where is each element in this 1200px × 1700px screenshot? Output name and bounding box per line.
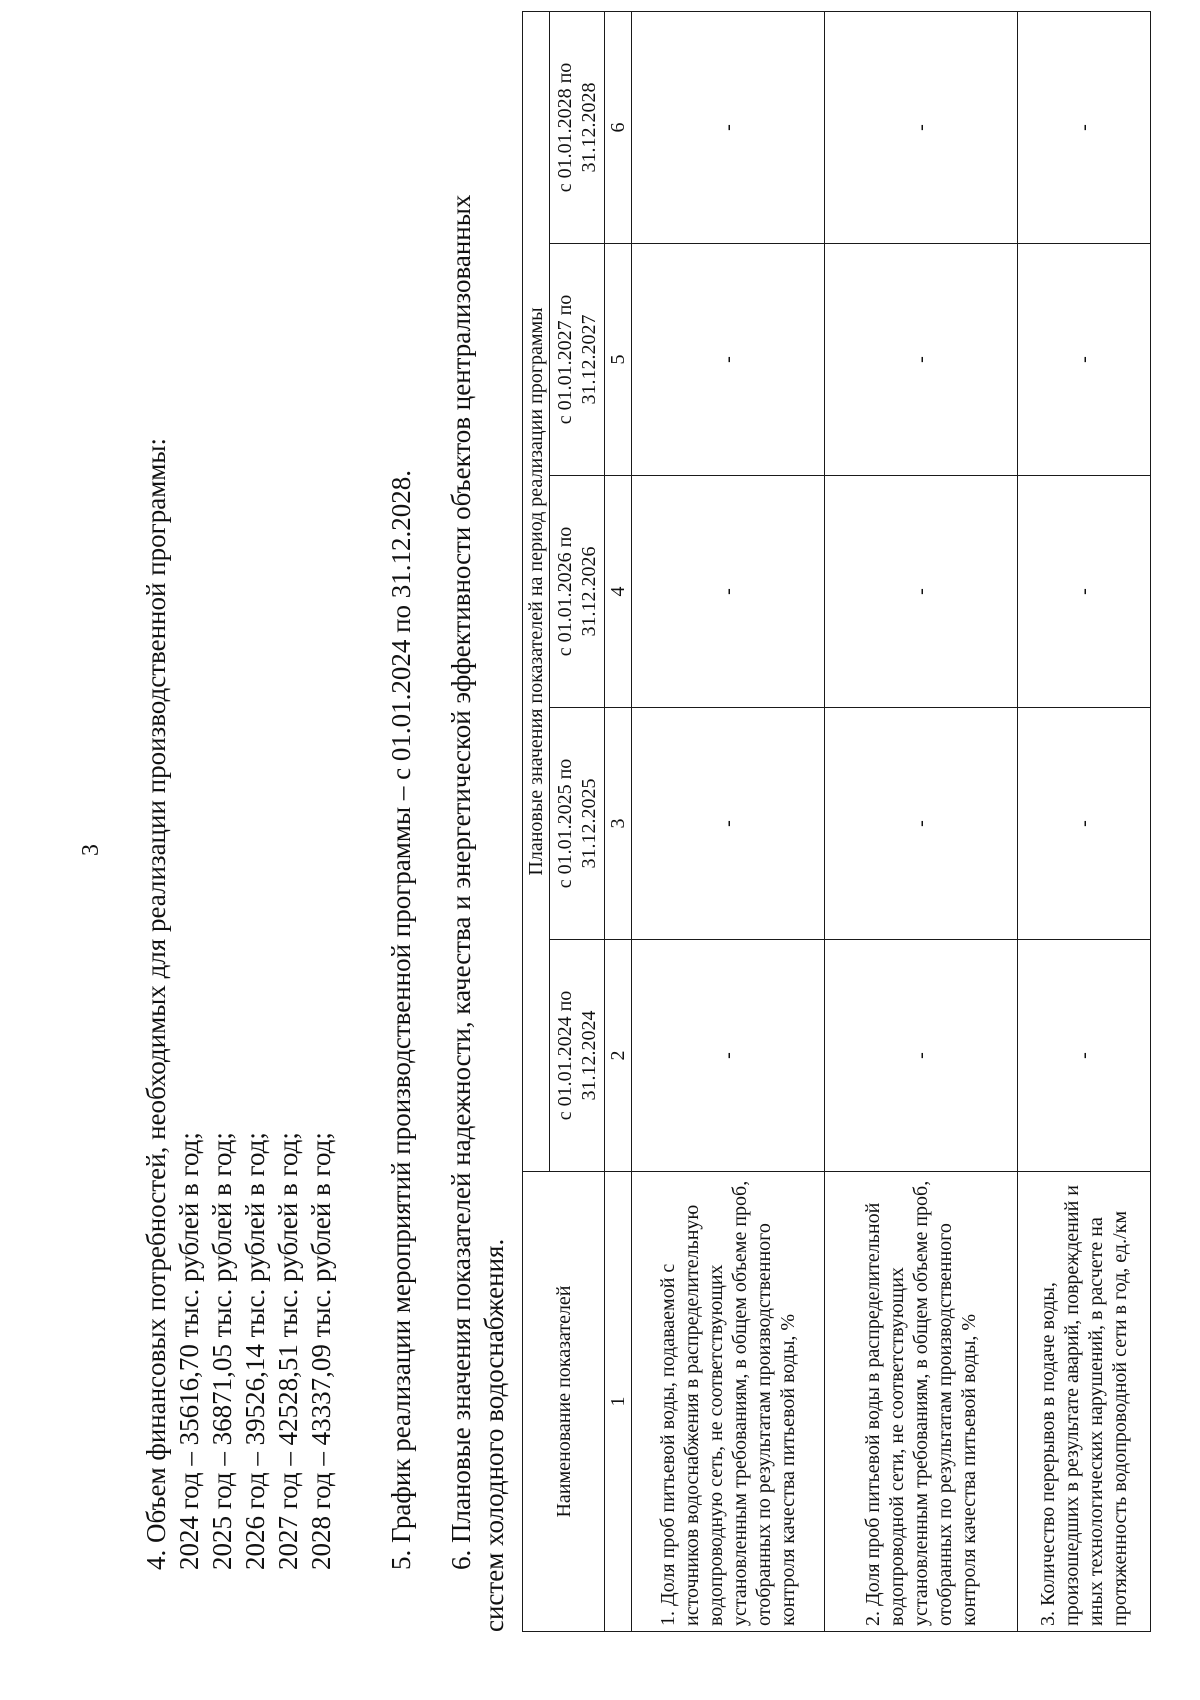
table-row: [632, 11, 825, 1631]
financing-line-2027: 2027 год – 42528,51 тыс. рублей в год;: [273, 1132, 303, 1570]
indicator-value: -: [825, 11, 1018, 243]
indicator-name: 1. Доля проб питьевой воды, подаваемой с источников водоснабжения в распределительную водопроводную сеть, не соответствующих установленным требованиям, в общем объеме проб, отобранных по результатам производственного контроля качества питьевой воды, %: [632, 1172, 825, 1632]
section-6-heading: [445, 10, 511, 1632]
section-6-line-1: 6. Плановые значения показателей надежности, качества и энергетической эффективности объектов централизованных: [446, 194, 476, 1570]
section-4-heading: 4. Объем финансовых потребностей, необходимых для реализации производственной программы:: [141, 437, 171, 1570]
financing-line-2025: 2025 год – 36871,05 тыс. рублей в год;: [207, 1132, 237, 1570]
indicator-name: 2. Доля проб питьевой воды в распределительной водопроводной сети, не соответствующих установленным требованиям, в общем объеме проб, отобранных по результатам производственного контроля качества питьевой воды, %: [825, 1172, 1018, 1632]
period-header-2026: с 01.01.2026 по 31.12.2026: [550, 476, 605, 708]
financing-line-2026: 2026 год – 39526,14 тыс. рублей в год;: [240, 1132, 270, 1570]
section-5-schedule: [385, 170, 418, 1570]
indicator-value: -: [825, 476, 1018, 708]
indicator-value: -: [632, 11, 825, 243]
indicator-value: -: [825, 244, 1018, 476]
table-row: [1018, 11, 1151, 1631]
period-header-2028: с 01.01.2028 по 31.12.2028: [550, 11, 605, 243]
indicator-value: -: [632, 244, 825, 476]
indicator-value: -: [825, 708, 1018, 940]
column-number: 4: [605, 476, 632, 708]
page-number: 3: [78, 844, 104, 856]
section-6-line-2: систем холодного водоснабжения.: [479, 1238, 509, 1632]
period-header-2027: с 01.01.2027 по 31.12.2027: [550, 244, 605, 476]
indicator-name: 3. Количество перерывов в подаче воды, произошедших в результате аварий, повреждений и иных технологических нарушений, в расчете на протяженность водопроводной сети в год, ед./км: [1018, 1172, 1151, 1632]
indicator-value: -: [632, 476, 825, 708]
financing-line-2024: 2024 год – 35616,70 тыс. рублей в год;: [174, 1132, 204, 1570]
column-number: 6: [605, 11, 632, 243]
indicator-value: -: [825, 940, 1018, 1172]
indicator-name-header: Наименование показателей: [523, 1172, 605, 1632]
indicator-value: -: [632, 940, 825, 1172]
section-5-text: 5. График реализации мероприятий производственной программы – с 01.01.2024 по 31.12.2028.: [386, 469, 416, 1570]
planned-values-header: Плановые значения показателей на период реализации программы: [523, 11, 550, 1171]
indicator-value: -: [632, 708, 825, 940]
indicator-value: -: [1018, 708, 1151, 940]
indicators-table: [522, 11, 1151, 1632]
column-number: 5: [605, 244, 632, 476]
column-number: 2: [605, 940, 632, 1172]
indicator-value: -: [1018, 940, 1151, 1172]
table-row: [825, 11, 1018, 1631]
section-4-financing: [140, 170, 338, 1570]
indicator-value: -: [1018, 244, 1151, 476]
column-number: 3: [605, 708, 632, 940]
column-number: 1: [605, 1172, 632, 1632]
indicator-value: -: [1018, 476, 1151, 708]
period-header-2024: с 01.01.2024 по 31.12.2024: [550, 940, 605, 1172]
period-header-2025: с 01.01.2025 по 31.12.2025: [550, 708, 605, 940]
financing-line-2028: 2028 год – 43337,09 тыс. рублей в год;: [306, 1132, 336, 1570]
indicator-value: -: [1018, 11, 1151, 243]
